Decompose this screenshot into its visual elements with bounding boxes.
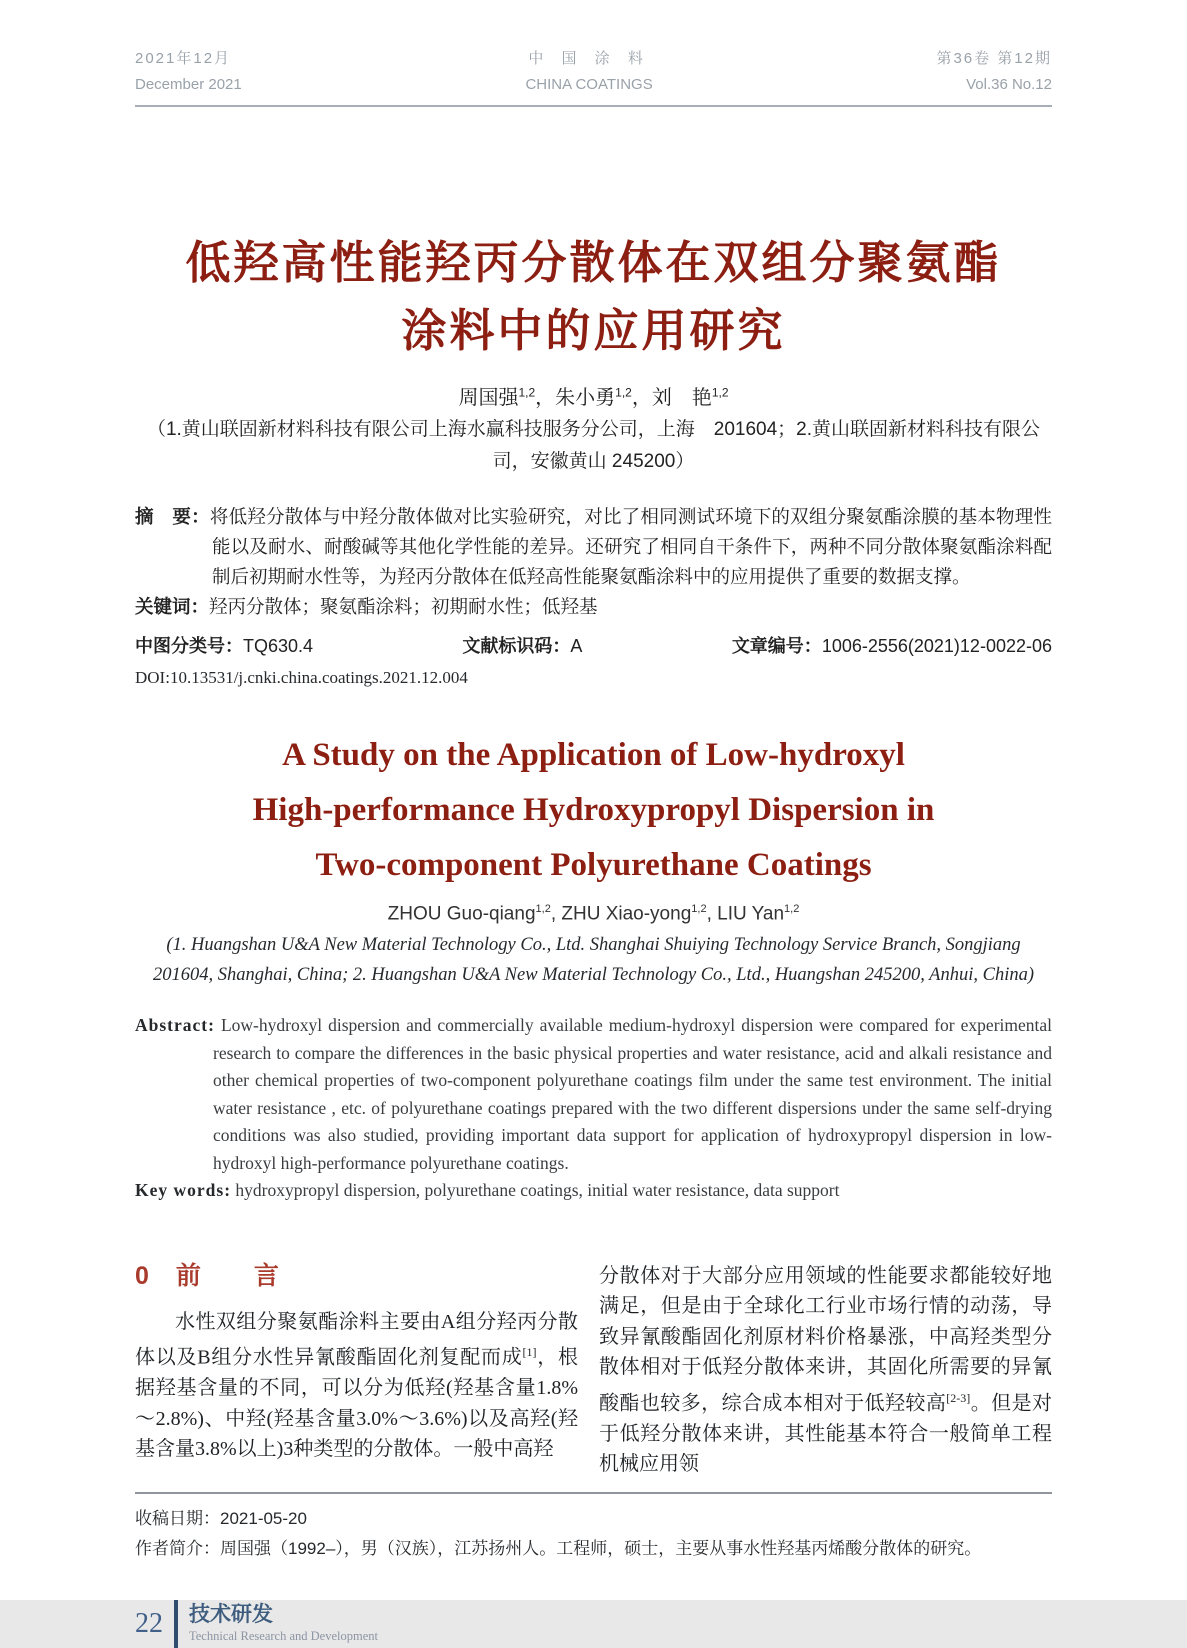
intro-left-text2: ，根据羟基含量的不同，可以分为低羟(羟基含量1.8%～2.8%)、中羟(羟基含量3.0%～3.6%)以及高羟(羟基含量3.8%以上)3种类型的分散体。一般中高羟 (135, 1346, 579, 1461)
title-en-line3: Two-component Polyurethane Coatings (315, 847, 872, 883)
keywords-cn-text: 羟丙分散体；聚氨酯涂料；初期耐水性；低羟基 (209, 596, 598, 617)
affiliation-cn: （1.黄山联固新材料科技有限公司上海水赢科技服务分公司，上海 201604；2.黄山联固新材料科技有限公司，安徽黄山 245200） (146, 419, 1041, 472)
issue-date-cn: 2021年12月 (135, 50, 232, 67)
section-0-heading (135, 1261, 578, 1291)
author-bio-label: 作者简介： (135, 1538, 220, 1558)
author-cn-1: 周国强 (458, 387, 519, 409)
header-divider (135, 105, 1052, 107)
abstract-cn-label: 摘 要： (135, 506, 210, 527)
received-date-label: 收稿日期： (135, 1508, 220, 1528)
document-code-label: 文献标识码： (462, 636, 571, 656)
affiliation-en: (1. Huangshan U&A New Material Technology Co., Ltd. Shanghai Shuiying Technology Service Branch, Songjiang 201604, Shanghai, China; 2. Huangshan U&A New Material Technology Co., Ltd., Huangshan 245200, Anhui, China) (153, 935, 1034, 986)
author-en-1: ZHOU Guo-qiang (387, 903, 536, 925)
volume-issue-cn: 第36卷 第12期 (936, 50, 1052, 67)
article-meta-row (135, 632, 1052, 658)
keywords-en (135, 1177, 1052, 1205)
author-sep-2: ， (631, 387, 652, 409)
footer-section-en: Technical Research and Development (189, 1628, 378, 1643)
header-volume-issue (936, 46, 1052, 98)
citation-ref-1: [1] (522, 1345, 537, 1360)
title-en-line2: High-performance Hydroxypropyl Dispersion in (252, 792, 935, 828)
abstract-cn-text: 将低羟分散体与中羟分散体做对比实验研究，对比了相同测试环境下的双组分聚氨酯涂膜的基本物理性能以及耐水、耐酸碱等其他化学性能的差异。还研究了相同自干条件下，两种不同分散体聚氨酯涂料配制后初期耐水性等，为羟丙分散体在低羟高性能聚氨酯涂料中的应用提供了重要的数据支撑。 (209, 506, 1052, 587)
clc-value: TQ630.4 (243, 636, 314, 656)
volume-issue-en: Vol.36 No.12 (966, 76, 1052, 93)
document-code (462, 632, 582, 658)
footer-section (189, 1603, 378, 1645)
journal-name-cn: 中 国 涂 料 (528, 50, 650, 67)
abstract-en-text: Low-hydroxyl dispersion and commercially available medium-hydroxyl dispersion were compared for experimental research to compare the differences in the basic physical properties and water resistance, acid and alkali resistance and other chemical properties of two-component polyurethane coatings film under the same test environment. The initial water resistance , etc. of polyurethane coatings prepared with the two different dispersions under the same self-drying conditions was also studied, providing important data support for application of hydroxypropyl dispersion in low-hydroxyl high-performance polyurethane coatings. (213, 1015, 1053, 1173)
journal-name-en: CHINA COATINGS (525, 76, 653, 93)
footnote-divider (135, 1492, 1052, 1494)
abstract-cn-block (135, 502, 1052, 622)
abstract-en-label: Abstract: (135, 1015, 215, 1036)
author-cn-3-affil-sup: 1,2 (711, 385, 729, 400)
keywords-en-text: hydroxypropyl dispersion, polyurethane coatings, initial water resistance, data support (235, 1180, 840, 1201)
keywords-cn-label: 关键词： (135, 596, 210, 617)
footnotes (135, 1504, 1052, 1564)
body-column-left (135, 1261, 578, 1480)
received-date-line (135, 1504, 1052, 1534)
intro-right-text1: 分散体对于大部分应用领域的性能要求都能较好地满足，但是由于全球化工行业市场行情的动荡，导致异氰酸酯固化剂原材料价格暴涨，中高羟类型分散体相对于低羟分散体来讲，其固化所需要的异氰酸酯也较多，综合成本相对于低羟较高 (599, 1264, 1052, 1415)
section-0-title: 前 言 (175, 1261, 293, 1290)
intro-right-text2: 。但是对于低羟分散体来讲，其性能基本符合一般简单工程机械应用领 (599, 1392, 1053, 1476)
issue-date-en: December 2021 (135, 76, 242, 93)
author-en-3-affil-sup: 1,2 (784, 903, 800, 915)
author-en-1-affil-sup: 1,2 (535, 903, 551, 915)
intro-paragraph-left (135, 1307, 578, 1465)
document-code-value: A (570, 636, 583, 656)
clc-label: 中图分类号： (135, 636, 243, 656)
page-footer (135, 1600, 1052, 1648)
article-title-en (135, 728, 1052, 893)
section-0-number: 0 (135, 1261, 150, 1290)
author-cn-1-affil-sup: 1,2 (518, 385, 536, 400)
title-cn-line2: 涂料中的应用研究 (401, 305, 786, 356)
doi-line: DOI:10.13531/j.cnki.china.coatings.2021.12.004 (135, 668, 468, 687)
author-en-sep-1: , (550, 903, 562, 925)
footer-section-cn: 技术研发 (189, 1602, 273, 1626)
author-cn-2-affil-sup: 1,2 (615, 385, 632, 400)
citation-ref-2-3: [2-3] (946, 1390, 971, 1405)
header-journal-name (525, 46, 652, 98)
journal-header (135, 46, 1052, 98)
author-en-2-affil-sup: 1,2 (691, 903, 707, 915)
footer-divider-bar (174, 1600, 178, 1648)
article-id (732, 632, 1052, 658)
body-columns (135, 1261, 1052, 1480)
author-cn-3: 刘 艳 (651, 387, 712, 409)
title-en-line1: A Study on the Application of Low-hydroxyl (282, 737, 905, 773)
intro-left-text1: 水性双组分聚氨酯涂料主要由A组分羟丙分散体以及B组分水性异氰酸酯固化剂复配而成 (135, 1310, 578, 1369)
article-id-value: 1006-2556(2021)12-0022-06 (821, 636, 1052, 656)
author-en-sep-2: , (706, 903, 718, 925)
author-en-3: LIU Yan (717, 903, 785, 925)
article-title-cn (135, 229, 1052, 365)
header-issue-date (135, 46, 242, 98)
author-bio-text: 周国强（1992–），男（汉族），江苏扬州人。工程师，硕士，主要从事水性羟基丙烯酸分散体的研究。 (220, 1538, 982, 1558)
page-number: 22 (135, 1607, 163, 1639)
keywords-en-label: Key words: (135, 1180, 232, 1201)
author-sep-1: ， (535, 387, 556, 409)
clc-number (135, 632, 313, 658)
authors-cn (135, 381, 1052, 410)
author-en-2: ZHU Xiao-yong (561, 903, 692, 925)
abstract-en-block (135, 1012, 1052, 1205)
abstract-cn (135, 502, 1052, 592)
author-cn-2: 朱小勇 (555, 387, 616, 409)
page-content (135, 46, 1052, 1648)
received-date-value: 2021-05-20 (220, 1508, 307, 1528)
article-id-label: 文章编号： (731, 636, 822, 656)
authors-en (135, 903, 1052, 925)
author-bio-line (135, 1534, 1052, 1564)
body-column-right (599, 1261, 1052, 1480)
intro-paragraph-right (599, 1261, 1052, 1480)
abstract-en (135, 1012, 1052, 1177)
title-cn-line1: 低羟高性能羟丙分散体在双组分聚氨酯 (185, 237, 1002, 288)
keywords-cn (135, 592, 1052, 622)
